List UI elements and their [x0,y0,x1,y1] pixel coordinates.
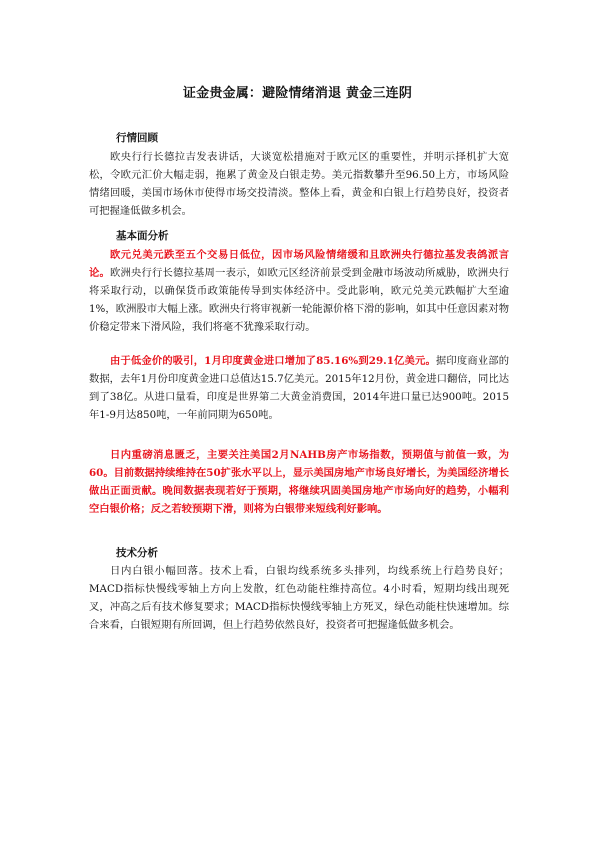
review-paragraph [89,148,509,220]
fundamentals-p2-body: 据印度商业部的数据，去年1月份印度黄金进口总值达15.7亿美元。2015年12月份，黄金进口翻倍，同比达到了38亿。从进口量看，印度是世界第二大黄金消费国，2014年进口量已达900吨。2015年1-9月达850吨，一年前同期为650吨。 [89,355,510,421]
technical-text: 日内白银小幅回落。技术上看，白银均线系统多头排列，均线系统上行趋势良好；MACD指标快慢线零轴上方向上发散，红色动能柱维持高位。4小时看，短期均线出现死叉，冲高之后有技术修复要求；MACD指标快慢线零轴上方死叉，绿色动能柱快速增加。综合来看，白银短期有所回调，但上行趋势依然良好，投资者可把握逢低做多机会。 [89,565,509,631]
section-heading-fundamentals: 基本面分析 [116,230,169,242]
fundamentals-p2-highlight: 由于低金价的吸引，1月印度黄金进口增加了85.16%到29.1亿美元。 [110,355,436,367]
fundamentals-p3-text: 日内重磅消息匮乏，主要关注美国2月NAHB房产市场指数，预期值与前值一致，为60。目前数据持续维持在50扩张水平以上，显示美国房地产市场良好增长，为美国经济增长做出正面贡献。晚间数据表现若好于预期，将继续巩固美国房地产市场向好的趋势，小幅利空白银价格；反之若较预期下滑，则将为白银带来短线利好影响。 [89,449,509,515]
fundamentals-paragraph-2 [89,352,509,424]
fundamentals-p1-highlight: 欧元兑美元跌至五个交易日低位，因市场风险情绪缓和且欧洲央行德拉基发表鸽派言论。 [89,249,509,279]
document-title: 证金贵金属：避险情绪消退 黄金三连阴 [182,86,413,101]
review-text: 欧央行行长德拉吉发表讲话，大谈宽松措施对于欧元区的重要性，并明示择机扩大宽松，令欧元汇价大幅走弱，拖累了黄金及白银走势。美元指数攀升至96.50上方，市场风险情绪回暖，美国市场休市使得市场交投清淡。整体上看，黄金和白银上行趋势良好，投资者可把握逢低做多机会。 [89,151,509,217]
section-heading-technical: 技术分析 [116,547,158,559]
fundamentals-p1-body: 欧洲央行行长德拉基周一表示，如欧元区经济前景受到金融市场波动所威胁，欧洲央行将采取行动，以确保货币政策能传导到实体经济中。受此影响，欧元兑美元跌幅扩大至逾1%，欧洲股市大幅上涨。欧洲央行将审视新一轮能源价格下滑的影响，如其中任意因素对物价稳定带来下滑风险，我们将毫不犹豫采取行动。 [89,267,510,333]
fundamentals-paragraph-1 [89,246,509,336]
section-heading-review: 行情回顾 [116,132,158,144]
technical-paragraph [89,562,509,634]
fundamentals-paragraph-3 [89,446,509,518]
